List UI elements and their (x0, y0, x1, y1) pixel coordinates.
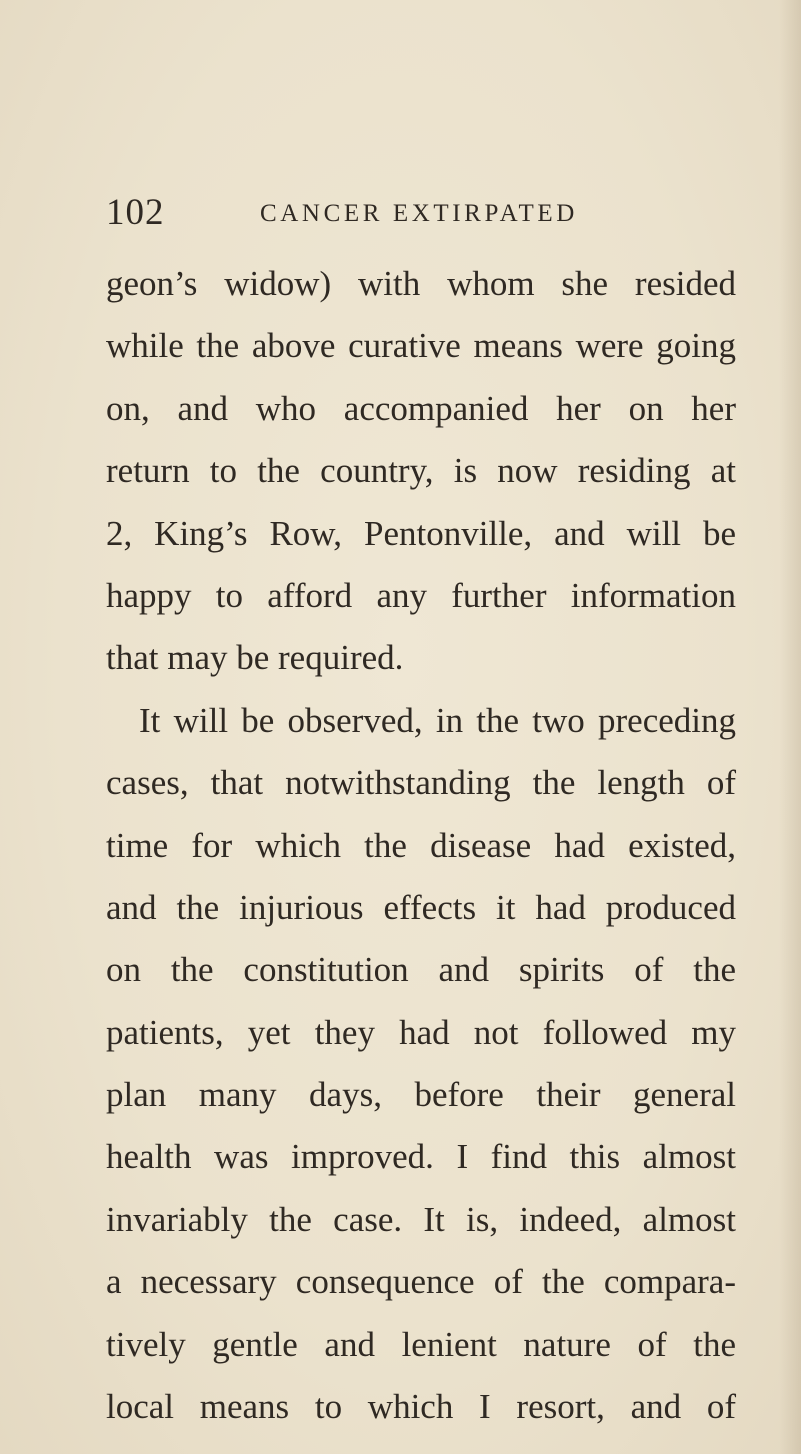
text-line: on, and who accompanied her on her (106, 388, 736, 428)
text-line: a necessary consequence of the compara- (106, 1262, 736, 1302)
text-line: invariably the case. It is, indeed, almost (106, 1199, 736, 1239)
paragraph-start-line: It will be observed, in the two preceding (139, 700, 736, 740)
text-line: tively gentle and lenient nature of the (106, 1324, 736, 1364)
text-line: health was improved. I find this almost (106, 1137, 736, 1177)
text-line: geon’s widow) with whom she resided (106, 264, 736, 303)
body-text (106, 253, 736, 1438)
running-title: CANCER EXTIRPATED (260, 200, 578, 227)
page-number: 102 (106, 192, 165, 233)
page-header (106, 190, 746, 236)
text-line: cases, that notwithstanding the length of (106, 763, 736, 803)
text-line: return to the country, is now residing at (106, 451, 736, 491)
page-edge-shadow (779, 0, 801, 1454)
text-line: and the injurious effects it had produced (106, 887, 736, 927)
text-line: happy to afford any further information (106, 575, 736, 615)
text-line: patients, yet they had not followed my (106, 1012, 736, 1052)
text-line: while the above curative means were going (106, 326, 736, 366)
text-line: plan many days, before their general (106, 1075, 736, 1115)
text-line: on the constitution and spirits of the (106, 950, 736, 990)
text-line: time for which the disease had existed, (106, 825, 736, 865)
text-line: local means to which I resort, and of (106, 1387, 736, 1427)
text-line: 2, King’s Row, Pentonville, and will be (106, 513, 736, 553)
paragraph-end-line: that may be required. (106, 638, 404, 678)
